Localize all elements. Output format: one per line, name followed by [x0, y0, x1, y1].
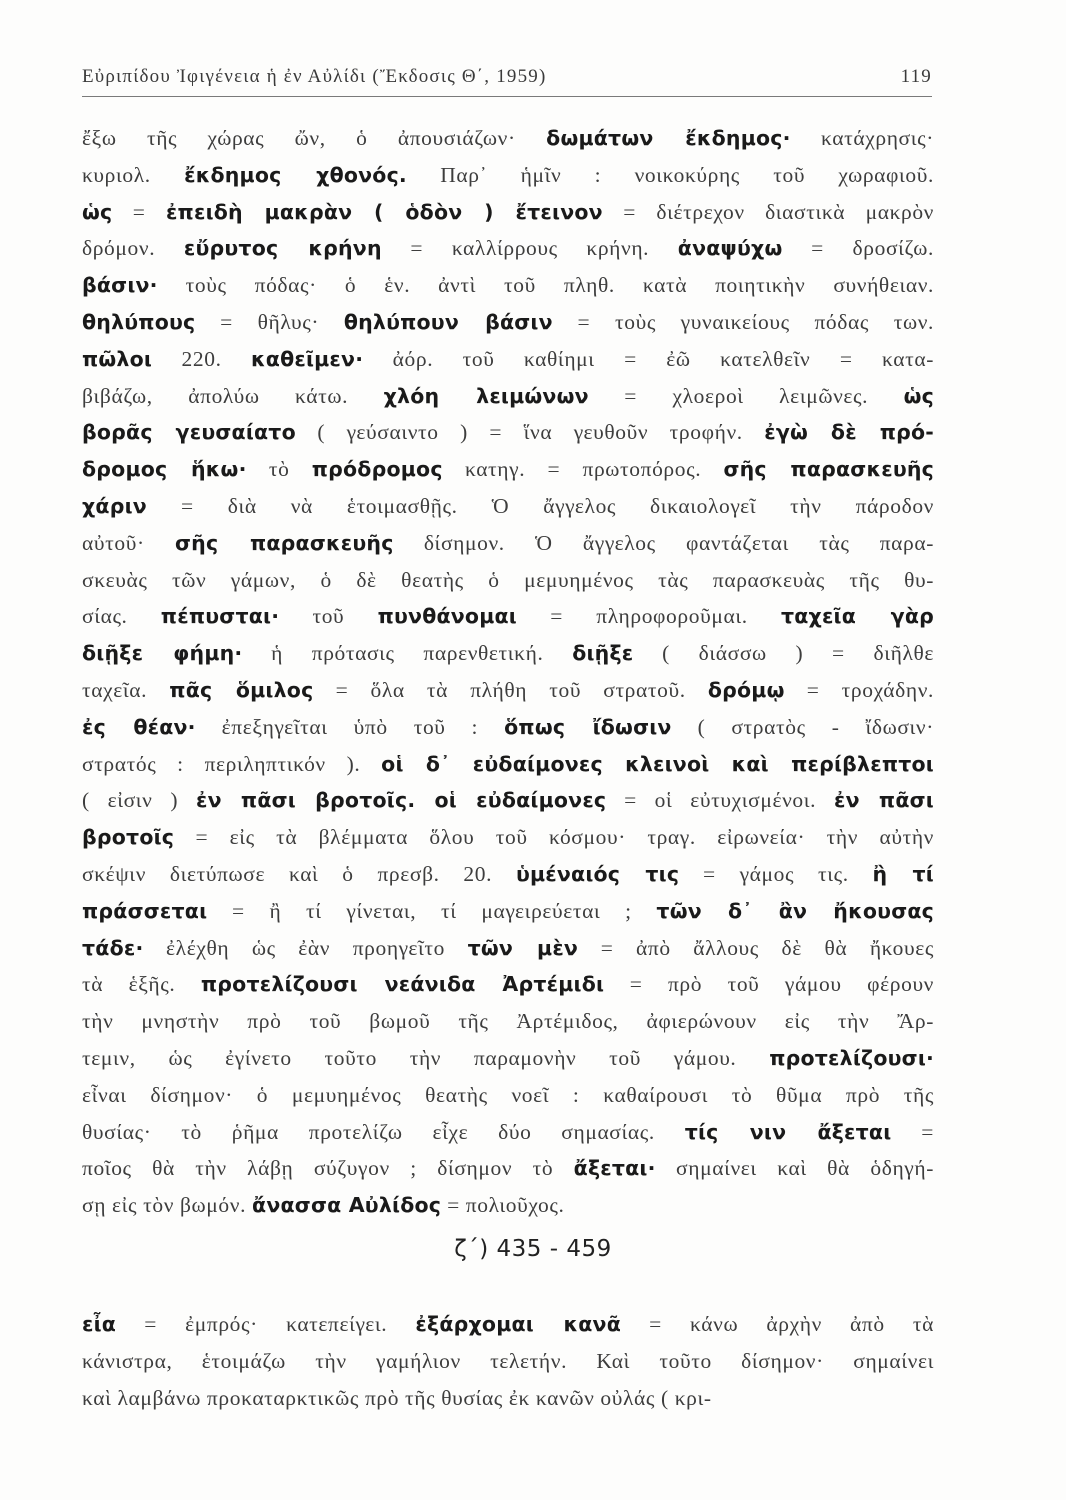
lemma-term: διῇξε φήμη· [82, 641, 243, 666]
gloss-text: = θῆλυς· [195, 309, 344, 334]
text-line [82, 1380, 934, 1417]
text-line [82, 930, 934, 967]
text-line [82, 672, 934, 709]
lemma-term: διῇξε [572, 641, 634, 666]
gloss-text: = πληροφοροῦμαι. [516, 604, 781, 629]
gloss-text: στρατός : περιληπτικόν ). [82, 751, 382, 776]
text-line [82, 782, 934, 819]
text-line [82, 341, 934, 378]
commentary-paragraph-1 [82, 120, 934, 1224]
lemma-term: δρόμῳ [707, 677, 785, 702]
gloss-text: ( διάσσω ) = διῆλθε [633, 641, 935, 666]
text-line [82, 1187, 934, 1224]
lemma-term: σῆς παρασκευῆς [175, 530, 394, 555]
text-line [82, 598, 934, 635]
text-line [82, 1040, 934, 1077]
lemma-term: ταχεῖα γὰρ [780, 604, 934, 629]
lemma-term: τῶν μὲν [467, 935, 579, 960]
page-number: 119 [900, 66, 932, 87]
lemma-term: τάδε· [82, 935, 144, 960]
lemma-term: ἐξάρχομαι κανᾶ [415, 1312, 621, 1336]
gloss-text: ἐλέχθη ὡς ἐὰν προηγεῖτο [143, 935, 468, 960]
gloss-text: = τροχάδην. [784, 677, 935, 702]
lemma-term: ὑμέναιός τις [515, 861, 680, 886]
text-line [82, 1003, 934, 1040]
gloss-text: = διέτρεχον διαστικὰ μακρὸν [602, 199, 934, 224]
lemma-term: τῶν δ᾽ ἂν ἤκουσας [656, 898, 934, 923]
gloss-text: = πολιοῦχος. [441, 1193, 565, 1218]
lemma-term: θηλύπουν βάσιν [343, 309, 553, 334]
lemma-term: προτελίζουσι νεάνιδα Ἀρτέμιδι [200, 972, 605, 997]
lemma-term: οἱ δ᾽ εὐδαίμονες κλεινοὶ καὶ περίβλεπτοι [381, 751, 934, 776]
text-line [82, 709, 934, 746]
text-line [82, 451, 934, 488]
gloss-text: τεμιν, ὡς ἐγίνετο τοῦτο τὴν παραμονὴν τοῦ γάμου. [82, 1045, 770, 1070]
gloss-text: = ἢ τί γίνεται, τί μαγειρεύεται ; [207, 898, 657, 923]
gloss-text: τοῦ [279, 604, 378, 629]
text-line [82, 1343, 934, 1380]
gloss-text: ἔξω τῆς χώρας ὤν, ὁ ἀπουσιάζων· [82, 126, 547, 150]
gloss-text: αὐτοῦ· [82, 530, 175, 555]
text-line [82, 488, 934, 525]
lemma-term: πρόδρομος [311, 457, 443, 482]
lemma-term: βάσιν· [82, 273, 158, 298]
text-line [82, 414, 934, 451]
lemma-term: ἐς θέαν· [82, 714, 196, 739]
gloss-text: κάνιστρα, ἑτοιμάζω τὴν γαμήλιον τελετήν. Καὶ τοῦτο δίσημον· σημαίνει [82, 1348, 934, 1373]
text-line [82, 1150, 934, 1187]
lemma-term: χάριν [82, 493, 147, 518]
lemma-term: πέπυσται· [160, 604, 280, 629]
gloss-text: δρόμον. [82, 236, 184, 261]
lemma-term: ἄξεται· [573, 1156, 656, 1181]
gloss-text: = [112, 199, 166, 224]
lemma-term: ὡς [82, 199, 113, 224]
gloss-text: = οἱ εὐτυχισμένοι. [606, 788, 834, 813]
lemma-term: πράσσεται [82, 898, 208, 923]
gloss-text: κατάχρησις· [790, 126, 934, 150]
text-line [82, 746, 934, 783]
gloss-text: τὰ ἑξῆς. [82, 972, 201, 997]
gloss-text: ταχεῖα. [82, 677, 170, 702]
gloss-text: = τοὺς γυναικείους πόδας των. [552, 309, 935, 334]
lemma-term: ἀναψύχω [677, 236, 783, 261]
gloss-text: δίσημον. Ὁ ἄγγελος φαντάζεται τὰς παρα- [393, 530, 934, 555]
gloss-text: ἀόρ. τοῦ καθίημι = ἐῶ κατελθεῖν = κατα- [363, 346, 934, 371]
text-line [82, 267, 934, 304]
lemma-term: βροτοῖς [82, 825, 175, 850]
gloss-text: 220. [152, 346, 252, 371]
gloss-text: = δροσίζω. [782, 236, 934, 261]
text-line [82, 966, 934, 1003]
text-line [82, 819, 934, 856]
lemma-term: πυνθάνομαι [377, 604, 517, 629]
text-line [82, 562, 934, 599]
lemma-term: δρομος ἥκω· [82, 457, 247, 482]
gloss-text: = γάμος τις. [679, 861, 873, 886]
lemma-term: ἐγὼ δὲ πρό- [764, 420, 934, 445]
gloss-text: ( εἰσιν ) [82, 788, 196, 813]
gloss-text: = ἐμπρός· κατεπείγει. [116, 1312, 416, 1336]
lemma-term: καθεῖμεν· [251, 346, 364, 371]
lemma-term: δωμάτων ἔκδημος· [546, 126, 791, 150]
gloss-text: = ἀπὸ ἄλλους δὲ θὰ ἤκουες [578, 935, 934, 960]
gloss-text: θυσίας· τὸ ῥῆμα προτελίζω εἶχε δύο σημασίας. [82, 1119, 685, 1144]
lemma-term: ἄνασσα Αὐλίδος [252, 1193, 442, 1218]
lemma-term: ἐν πᾶσι [833, 788, 934, 813]
text-line [82, 1077, 934, 1114]
gloss-text: σίας. [82, 604, 161, 629]
gloss-text: εἶναι δίσημον· ὁ μεμυημένος θεατὴς νοεῖ : καθαίρουσι τὸ θῦμα πρὸ τῆς [82, 1082, 934, 1107]
lemma-term: βορᾶς γευσαίατο [82, 420, 296, 445]
lemma-term: χλόη λειμώνων [383, 383, 589, 408]
gloss-text: ποῖος θὰ τὴν λάβῃ σύζυγον ; δίσημον τὸ [82, 1156, 574, 1181]
lemma-term: πᾶς ὅμιλος [169, 677, 314, 702]
lemma-term: εἶα [82, 1312, 117, 1336]
gloss-text: = κάνω ἀρχὴν ἀπὸ τὰ [620, 1312, 934, 1336]
gloss-text: = διὰ νὰ ἑτοιμασθῇς. Ὁ ἄγγελος δικαιολογεῖ τὴν πάροδον [146, 493, 934, 518]
gloss-text: τὴν μνηστὴν πρὸ τοῦ βωμοῦ τῆς Ἀρτέμιδος, ἀφιερώνουν εἰς τὴν Ἄρ- [82, 1009, 934, 1034]
text-line [82, 157, 934, 194]
section-heading: ζ΄) 435 - 459 [454, 1236, 612, 1262]
lemma-term: ἔκδημος χθονός. [184, 162, 407, 187]
text-line [82, 1306, 934, 1343]
gloss-text: κατηγ. = πρωτοπόρος. [442, 457, 724, 482]
gloss-text: σκέψιν διετύπωσε καὶ ὁ πρεσβ. 20. [82, 861, 516, 886]
text-line [82, 856, 934, 893]
text-line [82, 194, 934, 231]
gloss-text: σκευὰς τῶν γάμων, ὁ δὲ θεατὴς ὁ μεμυημένος τὰς παρασκευὰς τῆς θυ- [82, 567, 934, 592]
lemma-term: θηλύπους [82, 309, 196, 334]
lemma-term: ὅπως ἴδωσιν [504, 714, 672, 739]
lemma-term: εὔρυτος κρήνη [183, 236, 382, 261]
text-line [82, 120, 934, 157]
text-line [82, 893, 934, 930]
lemma-term: πῶλοι [82, 346, 153, 371]
text-line [82, 525, 934, 562]
lemma-term: ἐν πᾶσι βροτοῖς. οἱ εὐδαίμονες [195, 788, 607, 813]
gloss-text: = πρὸ τοῦ γάμου φέρουν [604, 972, 935, 997]
gloss-text: βιβάζω, ἀπολύω κάτω. [82, 383, 384, 408]
gloss-text: ( γεύσαιντο ) = ἵνα γευθοῦν τροφήν. [295, 420, 765, 445]
gloss-text: σῃ εἰς τὸν βωμόν. [82, 1193, 253, 1218]
gloss-text: Παρ᾽ ἡμῖν : νοικοκύρης τοῦ χωραφιοῦ. [406, 162, 934, 187]
gloss-text: = ὅλα τὰ πλήθη τοῦ στρατοῦ. [313, 677, 708, 702]
lemma-term: τίς νιν ἄξεται [684, 1119, 892, 1144]
gloss-text: καὶ λαμβάνω προκαταρκτικῶς πρὸ τῆς θυσίας ἐκ κανῶν οὐλάς ( κρι- [82, 1385, 712, 1410]
text-line [82, 1114, 934, 1151]
gloss-text: = εἰς τὰ βλέμματα ὅλου τοῦ κόσμου· τραγ. εἰρωνεία· τὴν αὐτὴν [174, 825, 934, 850]
text-line [82, 635, 934, 672]
commentary-paragraph-2 [82, 1306, 934, 1416]
text-line [82, 304, 934, 341]
gloss-text: τὸ [246, 457, 312, 482]
gloss-text: = χλοεροὶ λειμῶνες. [588, 383, 904, 408]
lemma-term: ὡς [903, 383, 934, 408]
gloss-text: ἡ πρότασις παρενθετική. [242, 641, 573, 666]
running-title: Εὐριπίδου Ἰφιγένεια ἡ ἐν Αὐλίδι (Ἔκδοσις Θ΄, 1959) [82, 66, 547, 87]
lemma-term: προτελίζουσι· [769, 1045, 934, 1070]
gloss-text: σημαίνει καὶ θὰ ὁδηγή- [655, 1156, 934, 1181]
lemma-term: ἢ τί [872, 861, 934, 886]
text-line [82, 378, 934, 415]
lemma-term: ἐπειδὴ μακρὰν ( ὁδὸν ) ἔτεινον [165, 199, 603, 224]
header-rule [82, 96, 932, 97]
gloss-text: ( στρατὸς - ἴδωσιν· [671, 714, 934, 739]
running-header [82, 66, 932, 96]
text-line [82, 230, 934, 267]
gloss-text: τοὺς πόδας· ὁ ἑν. ἀντὶ τοῦ πληθ. κατὰ ποιητικὴν συνήθειαν. [157, 273, 934, 298]
gloss-text: = [891, 1119, 934, 1144]
gloss-text: = καλλίρρους κρήνη. [381, 236, 678, 261]
gloss-text: κυριολ. [82, 162, 185, 187]
lemma-term: σῆς παρασκευῆς [723, 457, 935, 482]
gloss-text: ἐπεξηγεῖται ὑπὸ τοῦ : [195, 714, 505, 739]
